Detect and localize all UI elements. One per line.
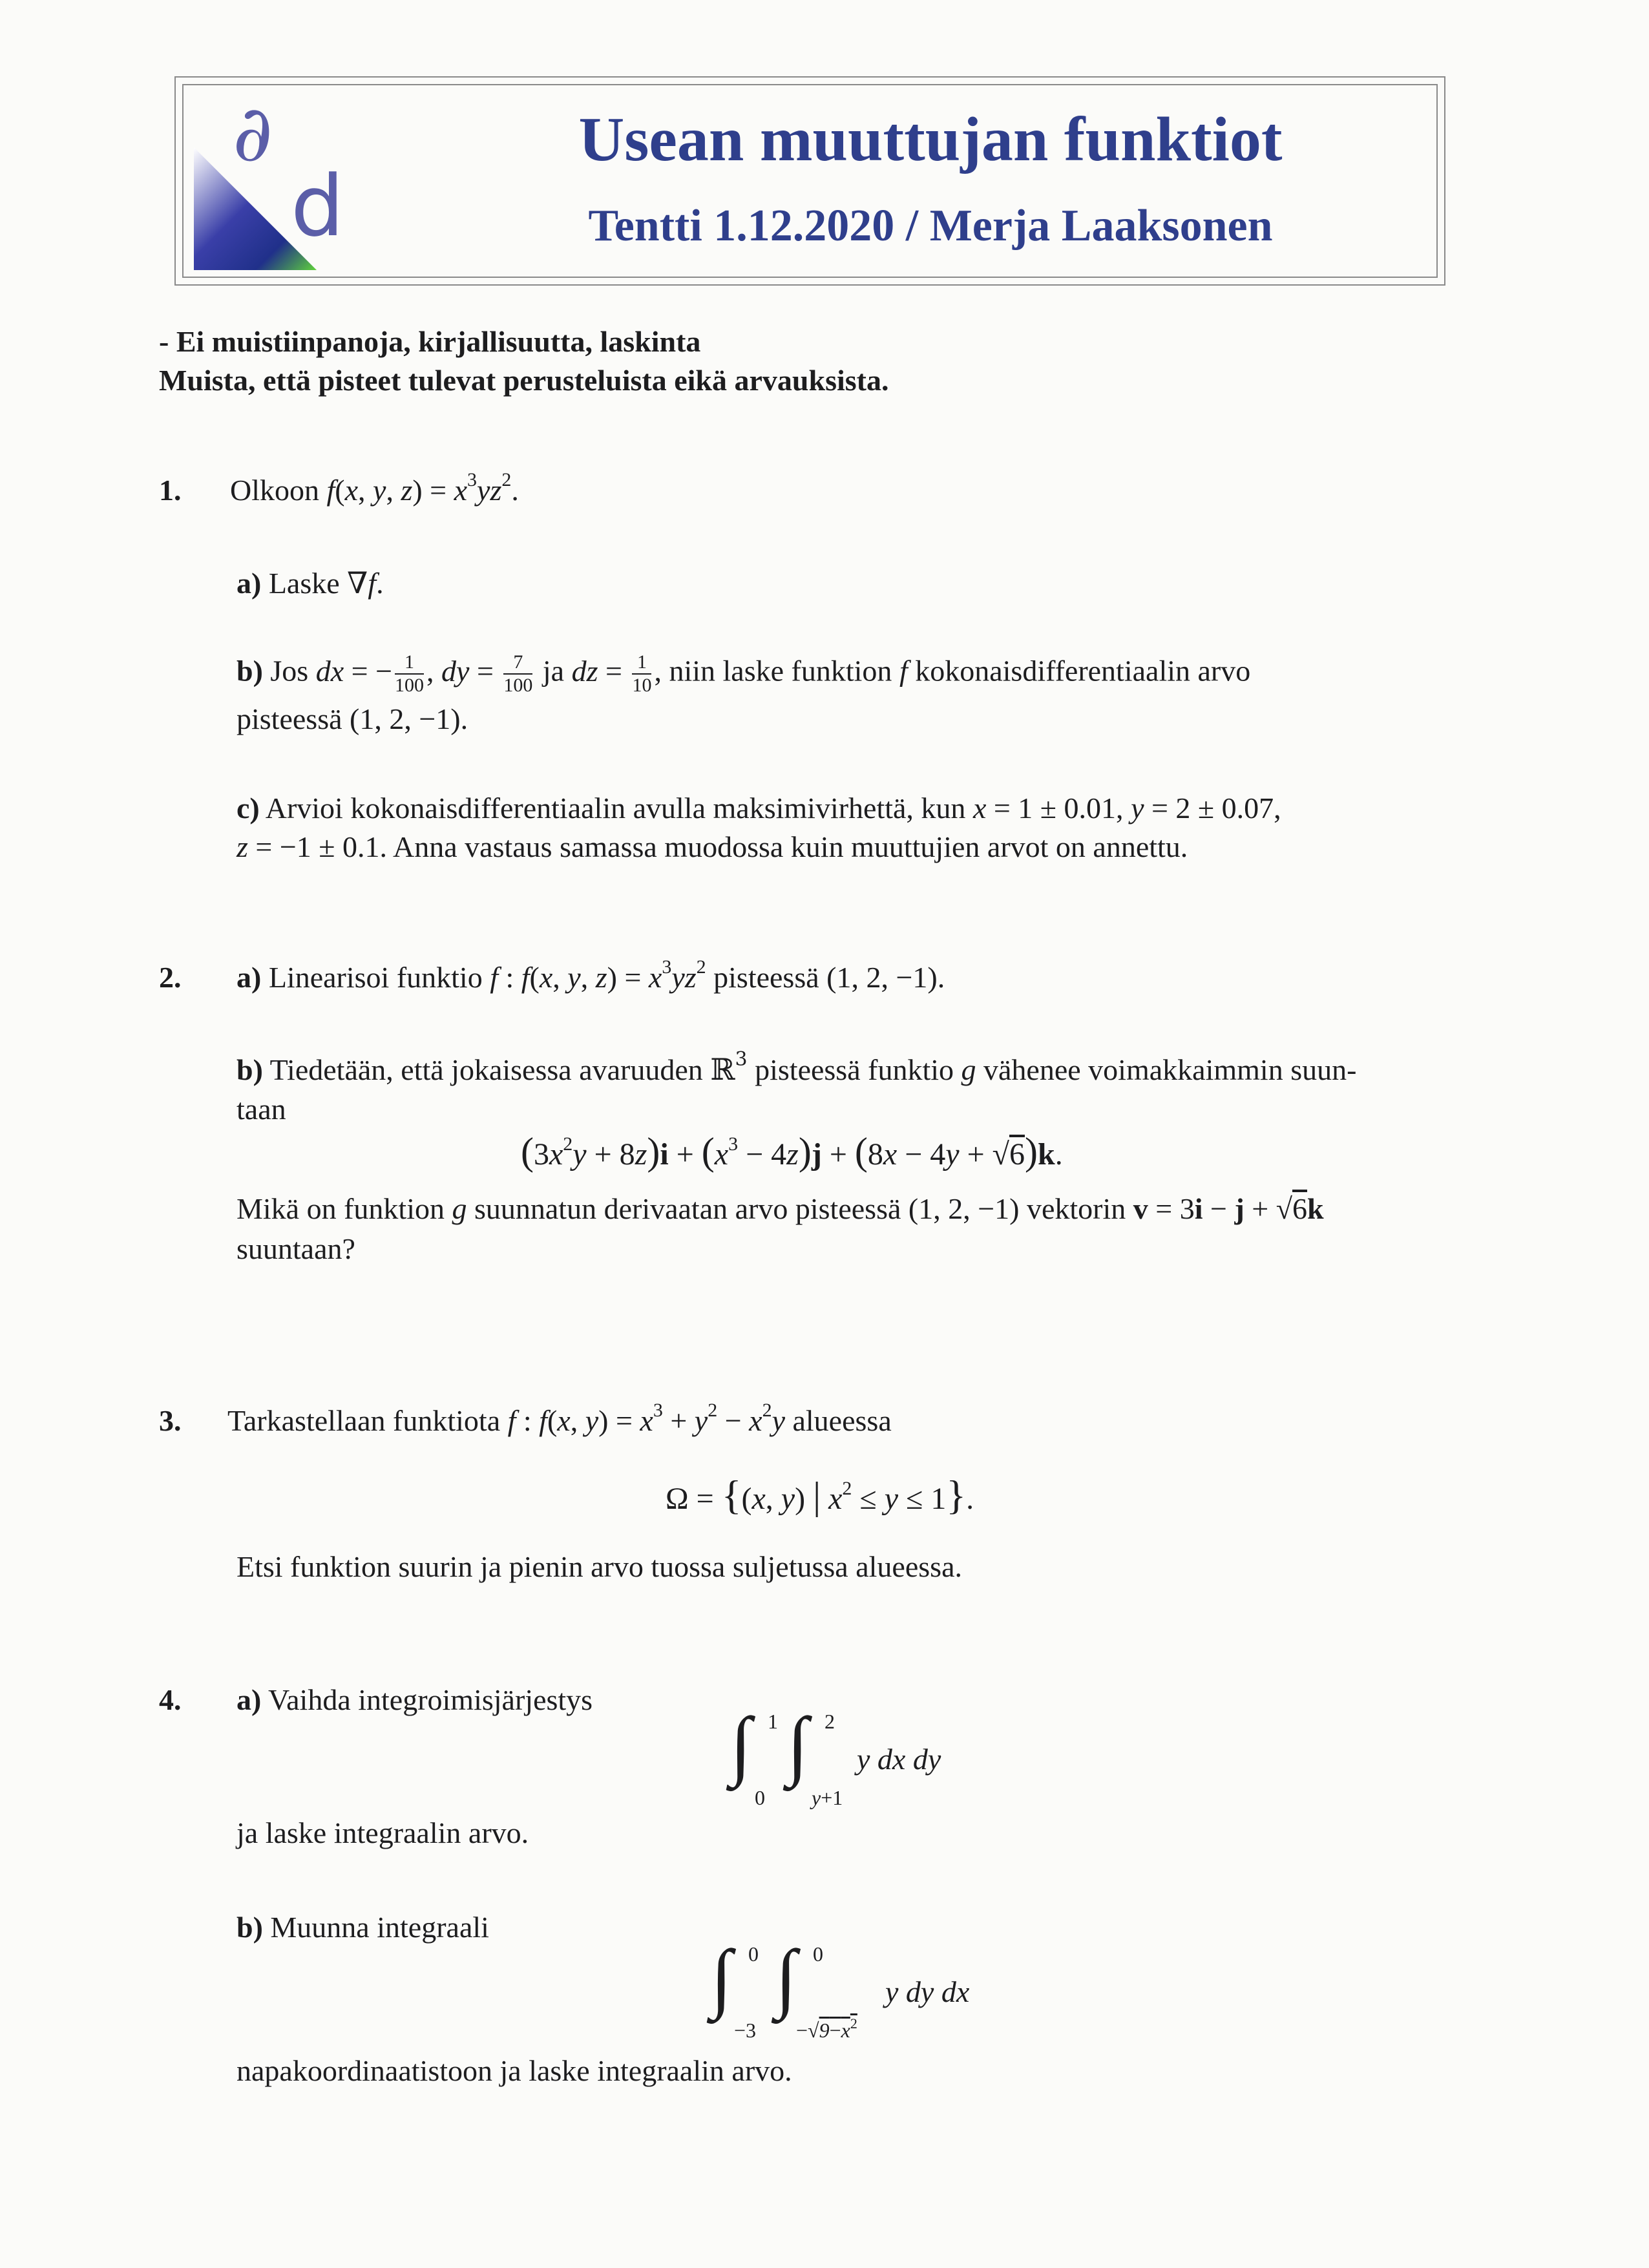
instruction-line-2: Muista, että pisteet tulevat perusteluista eikä arvauksista. (159, 364, 889, 397)
problem-4a (236, 1685, 593, 1715)
problem-1a (236, 569, 384, 598)
problem-1-number: 1. (159, 474, 182, 507)
formula-x-value: x = 1 ± 0.01, y = 2 ± 0.07, (972, 792, 1281, 824)
formula-gradient: ∇f. (347, 567, 384, 600)
problem-2b-text-3: vähenee voimakkaimmin suun- (983, 1053, 1357, 1086)
formula-f-args: (x, y, $z) = x^3yz^2$. (335, 469, 519, 507)
formula-integral-a: ∫ 1 0 ∫ 2 y+1 y dx dy (730, 1701, 941, 1809)
problem-3-text-2: alueessa (792, 1404, 892, 1437)
formula-gradient-direction: $(3x^2y + 8z)i + (x^3 - 4z)j + (8x - 4y + √6)k$. (521, 1130, 1063, 1173)
problem-2b-question-2: suunnatun derivaatan arvo pisteessä (1, 2, −1) vektorin (474, 1192, 1126, 1225)
problem-4-number: 4. (159, 1683, 182, 1716)
problem-2a-text-1: Linearisoi funktio (268, 961, 483, 994)
formula-z-value: z = −1 ± 0.1 (236, 830, 380, 863)
problem-4b-after: napakoordinaatistoon ja laske integraalin arvo. (236, 2054, 792, 2087)
problem-4a-label: a) (236, 1683, 262, 1716)
problem-1c-label: c) (236, 792, 260, 824)
formula-f-symbol: f (899, 654, 908, 688)
problem-4b-label: b) (236, 1911, 263, 1944)
formula-g-symbol-2: g (452, 1192, 467, 1225)
problem-4b-text: Muunna integraali (270, 1911, 489, 1944)
course-logo (194, 89, 368, 270)
problem-1c-text-2: . Anna vastaus samassa muodossa kuin muuttujien arvot on annettu. (379, 830, 1188, 863)
problem-1b-label: b) (236, 654, 263, 688)
formula-region-omega: Ω = {(x, y) | $x^2 \le y \le 1$}. (666, 1472, 974, 1518)
problem-1-intro (230, 469, 519, 507)
logo-partial-glyph: ∂ (233, 89, 273, 179)
problem-2b-question-line-2: suuntaan? (236, 1232, 355, 1265)
problem-2a-label: a) (236, 961, 262, 994)
problem-3-text-1: Tarkastellaan funktiota (227, 1404, 501, 1437)
formula-dx: dx = − $\frac{1}{100}$ , dy = $\frac{7}{100}$ (315, 651, 533, 696)
problem-2b-question-1: Mikä on funktion (236, 1192, 445, 1225)
problem-1c-text-1: Arvioi kokonaisdifferentiaalin avulla maksimivirhettä, kun (265, 792, 966, 824)
formula-g-symbol: g (961, 1053, 976, 1086)
formula-vector-v: v = 3i − j + √6k (1133, 1192, 1324, 1225)
problem-2b-line-2: taan (236, 1093, 286, 1126)
problem-3-line-3: Etsi funktion suurin ja pienin arvo tuossa suljetussa alueessa. (236, 1550, 962, 1583)
formula-dz: dz = $\frac{1}{10}$ (571, 651, 652, 696)
problem-1a-text: Laske (268, 567, 340, 600)
formula-r3: ℝ$^3$ (710, 1048, 748, 1087)
problem-4b (236, 1913, 489, 1942)
problem-1b-line-1 (236, 653, 1250, 695)
formula-f-xy: f : f(x, $y) = x^3 + y^2 - x^2y$ (507, 1400, 785, 1437)
formula-f-definition: f (326, 474, 335, 507)
problem-2b-label: b) (236, 1053, 263, 1086)
problem-3-line-1 (227, 1400, 892, 1437)
problem-1c-line-1 (236, 793, 1281, 823)
formula-integral-b: ∫ 0 −3 ∫ 0 $-√9-x^2$ y dy dx (711, 1934, 970, 2042)
problem-2a-text-2: pisteessä (1, 2, −1). (713, 961, 945, 994)
problem-1b-text-2: , niin laske funktion (654, 654, 892, 688)
problem-2b-question-line-1 (236, 1194, 1324, 1224)
problem-2b-text-2: pisteessä funktio (755, 1053, 954, 1086)
problem-2-number: 2. (159, 961, 182, 994)
exam-title: Usean muuttujan funktiot (578, 105, 1283, 174)
problem-1b-ja: ja (542, 654, 565, 688)
problem-4a-after: ja laske integraalin arvo. (236, 1816, 529, 1849)
problem-1b-text-3: kokonaisdifferentiaalin arvo (915, 654, 1251, 688)
problem-2a (236, 956, 945, 994)
problem-1-intro-text: Olkoon (230, 474, 319, 507)
instruction-line-1: - Ei muistiinpanoja, kirjallisuutta, laskinta (159, 325, 701, 358)
problem-1b-text-1: Jos (270, 654, 309, 688)
problem-1b-line-2: pisteessä (1, 2, −1). (236, 702, 468, 735)
problem-3-number: 3. (159, 1404, 182, 1437)
logo-d-glyph: d (291, 157, 344, 255)
problem-1c-line-2 (236, 832, 1188, 862)
problem-2b-line-1 (236, 1048, 1357, 1087)
problem-1a-label: a) (236, 567, 262, 600)
formula-f-map: f : f(x, y, $z) = x^3yz^2$ (490, 956, 706, 994)
exam-subtitle: Tentti 1.12.2020 / Merja Laaksonen (588, 201, 1273, 251)
problem-2b-text-1: Tiedetään, että jokaisessa avaruuden (269, 1053, 703, 1086)
problem-4a-text: Vaihda integroimisjärjestys (268, 1683, 593, 1716)
